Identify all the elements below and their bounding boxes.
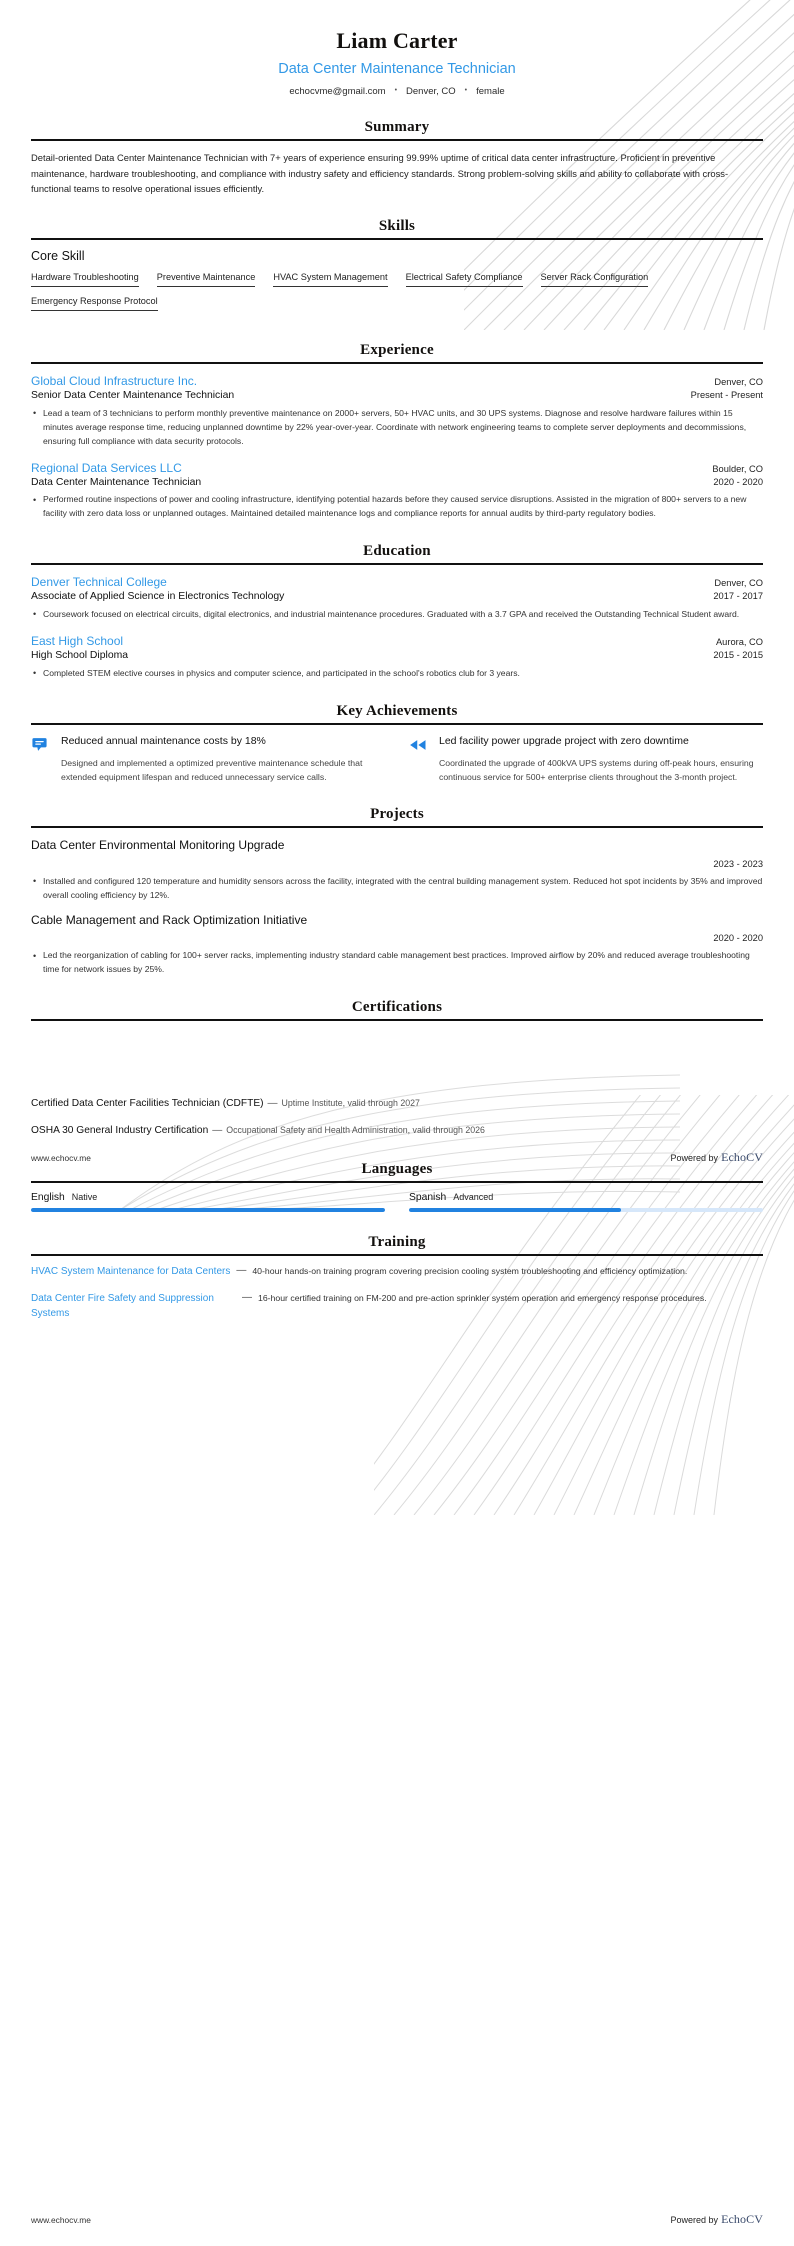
- language-proficiency-bar: [31, 1208, 385, 1212]
- training-name[interactable]: HVAC System Maintenance for Data Centers: [31, 1265, 231, 1277]
- project-entry: [31, 912, 763, 978]
- achievements-grid: [31, 734, 763, 784]
- entry-subheader-row: [31, 590, 763, 605]
- entry-location: Aurora, CO: [715, 636, 763, 647]
- certification-name: Certified Data Center Facilities Technician (CDFTE): [31, 1098, 264, 1110]
- section-divider: [31, 139, 763, 141]
- section-divider: [31, 1254, 763, 1256]
- entry-bullets: [31, 608, 763, 622]
- entry: [31, 460, 763, 522]
- contact-location: Denver, CO: [406, 86, 456, 98]
- entry-location: Denver, CO: [714, 578, 763, 589]
- language-proficiency-fill: [409, 1208, 621, 1212]
- section-experience: [31, 342, 763, 521]
- footer-brand: [671, 2212, 763, 2227]
- certification-dash: —: [212, 1125, 223, 1137]
- achievement-body: [61, 734, 385, 784]
- entry-header-row: [31, 574, 763, 590]
- entry-location: Boulder, CO: [712, 463, 763, 474]
- entry-date: Present - Present: [690, 390, 763, 401]
- training-entry: [31, 1292, 763, 1321]
- entry-date: 2020 - 2020: [713, 476, 763, 487]
- footer-brand-name: EchoCV: [721, 2212, 763, 2226]
- entry-header-row: [31, 633, 763, 649]
- entry-subheader-row: [31, 649, 763, 664]
- section-training: [31, 1234, 763, 1322]
- footer-brand-name: EchoCV: [721, 1150, 763, 1164]
- entry-organization[interactable]: East High School: [31, 633, 124, 648]
- skills-group-title: Core Skill: [31, 249, 85, 264]
- entry-subheader-row: [31, 476, 763, 491]
- certification-entry: [31, 1096, 763, 1111]
- entry-date: 2015 - 2015: [713, 650, 763, 661]
- language-level: Advanced: [453, 1191, 494, 1202]
- skill-item: Server Rack Configuration: [541, 272, 649, 287]
- skill-item: Preventive Maintenance: [157, 272, 256, 287]
- language-name: English: [31, 1191, 65, 1203]
- footer-url[interactable]: www.echocv.me: [31, 1153, 91, 1163]
- entry-header-row: [31, 460, 763, 476]
- entry-organization[interactable]: Denver Technical College: [31, 575, 167, 590]
- section-title-languages: Languages: [361, 1160, 433, 1177]
- section-languages: [31, 1161, 763, 1212]
- training-list: [31, 1265, 763, 1322]
- entry-role: Associate of Applied Science in Electronics Technology: [31, 591, 285, 603]
- candidate-job-title: Data Center Maintenance Technician: [278, 60, 516, 77]
- entry-bullets: [31, 407, 763, 449]
- section-divider: [31, 723, 763, 725]
- languages-grid: [31, 1192, 763, 1212]
- project-name: Data Center Environmental Monitoring Upgrade: [31, 837, 285, 852]
- certification-issuer: Occupational Safety and Health Administration, valid through 2026: [226, 1125, 485, 1136]
- footer-powered-label: Powered by: [670, 1153, 719, 1163]
- section-divider: [31, 1019, 763, 1021]
- project-date: 2020 - 2020: [713, 933, 763, 944]
- certification-name: OSHA 30 General Industry Certification: [31, 1125, 209, 1137]
- language-proficiency-fill: [31, 1208, 385, 1212]
- language-level: Native: [71, 1191, 98, 1202]
- section-divider: [31, 826, 763, 828]
- language-item: [31, 1192, 385, 1212]
- section-title-certifications: Certifications: [351, 999, 443, 1016]
- entry-bullets: [31, 667, 763, 681]
- contact-gender: female: [476, 86, 505, 98]
- language-header: [409, 1192, 763, 1203]
- section-education: [31, 543, 763, 680]
- section-skills: [31, 218, 763, 320]
- separator-dot: •: [394, 87, 398, 95]
- experience-list: [31, 373, 763, 521]
- page-footer: [31, 1150, 763, 1165]
- projects-list: [31, 837, 763, 977]
- project-bullets: [31, 949, 763, 977]
- entry-role: Data Center Maintenance Technician: [31, 476, 202, 488]
- training-description: 40-hour hands-on training program covering precision cooling system troubleshooting and efficiency optimization.: [252, 1265, 688, 1276]
- training-entry: [31, 1265, 763, 1280]
- footer-powered-label: Powered by: [670, 2215, 719, 2225]
- page-break-spacer: [31, 1030, 763, 1058]
- entry: [31, 574, 763, 622]
- entry: [31, 373, 763, 449]
- section-title-achievements: Key Achievements: [336, 702, 458, 719]
- contact-email[interactable]: echocvme@gmail.com: [289, 86, 386, 98]
- candidate-name: Liam Carter: [336, 28, 458, 53]
- achievement-card: [409, 734, 763, 784]
- entry-bullets: [31, 493, 763, 521]
- achievement-description: Coordinated the upgrade of 400kVA UPS systems during off-peak hours, ensuring continuous service for 500+ enterprise clients throughout the 3-month project.: [439, 757, 754, 782]
- resume-header: [31, 0, 763, 97]
- project-date: 2023 - 2023: [713, 858, 763, 869]
- page-footer: [31, 2212, 763, 2227]
- section-title-projects: Projects: [370, 805, 424, 822]
- section-divider: [31, 563, 763, 565]
- entry-role: Senior Data Center Maintenance Technician: [31, 390, 235, 402]
- language-header: [31, 1192, 385, 1203]
- bullet-item: • Installed and configured 120 temperature and humidity sensors across the facility, integrated with the central building management system. Reduced hot spot incidents by 35% and improved overall cooling efficiency by 12%.: [31, 875, 763, 903]
- footer-brand: [671, 1150, 763, 1165]
- certification-entry: [31, 1123, 763, 1138]
- section-title-education: Education: [363, 543, 431, 560]
- certifications-list: [31, 1096, 763, 1139]
- project-entry: [31, 837, 763, 903]
- bullet-item: • Coursework focused on electrical circuits, digital electronics, and industrial maintenance procedures. Graduated with a 3.7 GPA and received the Outstanding Technical Student award.: [31, 608, 763, 622]
- language-name: Spanish: [409, 1191, 447, 1203]
- achievement-body: [439, 734, 763, 784]
- achievement-description: Designed and implemented a optimized preventive maintenance schedule that extended equipment lifespan and reduced unnecessary service calls.: [61, 757, 363, 782]
- entry-organization[interactable]: Regional Data Services LLC: [31, 460, 182, 475]
- bullet-item: • Performed routine inspections of power and cooling infrastructure, identifying potential hazards before they caused service disruptions. Assisted in the migration of 800+ servers to a new facility with zero data loss or unplanned outages. Maintained detailed maintenance logs and compliance reports for annual audits by third-party regulatory bodies.: [31, 493, 763, 521]
- language-item: [409, 1192, 763, 1212]
- training-dash: —: [242, 1292, 252, 1304]
- education-list: [31, 574, 763, 680]
- entry-role: High School Diploma: [31, 650, 129, 662]
- achievement-title: Reduced annual maintenance costs by 18%: [61, 734, 266, 747]
- skill-item: HVAC System Management: [273, 272, 387, 287]
- entry-location: Denver, CO: [714, 377, 763, 388]
- section-divider: [31, 362, 763, 364]
- bullet-item: • Completed STEM elective courses in physics and computer science, and participated in the school's robotics club for 3 years.: [31, 667, 763, 681]
- project-bullets: [31, 875, 763, 903]
- summary-text: Detail-oriented Data Center Maintenance Technician with 7+ years of experience ensuring 99.99% uptime of critical data center infrastructure. Proficient in preventive maintenance, hardware troubleshooting, and compliance with industry safety and efficiency standards. Strong problem-solving skills and ability to collaborate with cross-functional teams to resolve operational issues efficiently.: [31, 152, 729, 194]
- bullet-item: • Led the reorganization of cabling for 100+ server racks, implementing industry standard cable management best practices. Improved airflow by 20% and reduced average troubleshooting time for network issues by 25%.: [31, 949, 763, 977]
- rewind-icon: [409, 734, 429, 784]
- training-dash: —: [236, 1264, 247, 1276]
- entry-header-row: [31, 373, 763, 389]
- training-name[interactable]: Data Center Fire Safety and Suppression Systems: [31, 1293, 214, 1319]
- section-title-summary: Summary: [364, 119, 430, 136]
- training-description: 16-hour certified training on FM-200 and pre-action sprinkler system operation and emergency response procedures.: [258, 1293, 707, 1304]
- entry-subheader-row: [31, 389, 763, 404]
- section-achievements: [31, 703, 763, 784]
- certification-issuer: Uptime Institute, valid through 2027: [281, 1098, 420, 1109]
- achievement-title: Led facility power upgrade project with zero downtime: [439, 734, 689, 747]
- separator-dot: •: [464, 87, 468, 95]
- section-title-training: Training: [368, 1233, 426, 1250]
- language-proficiency-bar: [409, 1208, 763, 1212]
- section-certifications: [31, 999, 763, 1139]
- contact-line: [31, 86, 763, 97]
- project-name: Cable Management and Rack Optimization Initiative: [31, 912, 308, 927]
- section-title-experience: Experience: [360, 342, 434, 359]
- entry: [31, 633, 763, 681]
- footer-url[interactable]: www.echocv.me: [31, 2215, 91, 2225]
- entry-date: 2017 - 2017: [713, 591, 763, 602]
- skill-item: Electrical Safety Compliance: [406, 272, 523, 287]
- entry-organization[interactable]: Global Cloud Infrastructure Inc.: [31, 374, 198, 389]
- skill-item: Hardware Troubleshooting: [31, 272, 139, 287]
- section-projects: [31, 806, 763, 977]
- skill-item: Emergency Response Protocol: [31, 296, 158, 311]
- section-title-skills: Skills: [378, 218, 416, 235]
- comment-icon: [31, 734, 51, 784]
- achievement-card: [31, 734, 385, 784]
- certification-dash: —: [267, 1098, 278, 1110]
- section-divider: [31, 1181, 763, 1183]
- section-summary: [31, 119, 763, 196]
- section-divider: [31, 238, 763, 240]
- bullet-item: • Lead a team of 3 technicians to perform monthly preventive maintenance on 2000+ servers, 50+ HVAC units, and 30 UPS systems. Diagnose and resolve hardware failures within 15 minutes average response time, reducing unplanned downtime by 22% year-over-year. Coordinate with network engineering teams to complete server deployments and decommissions, ensuring full compliance with data security protocols.: [31, 407, 763, 449]
- skills-list: [31, 272, 763, 320]
